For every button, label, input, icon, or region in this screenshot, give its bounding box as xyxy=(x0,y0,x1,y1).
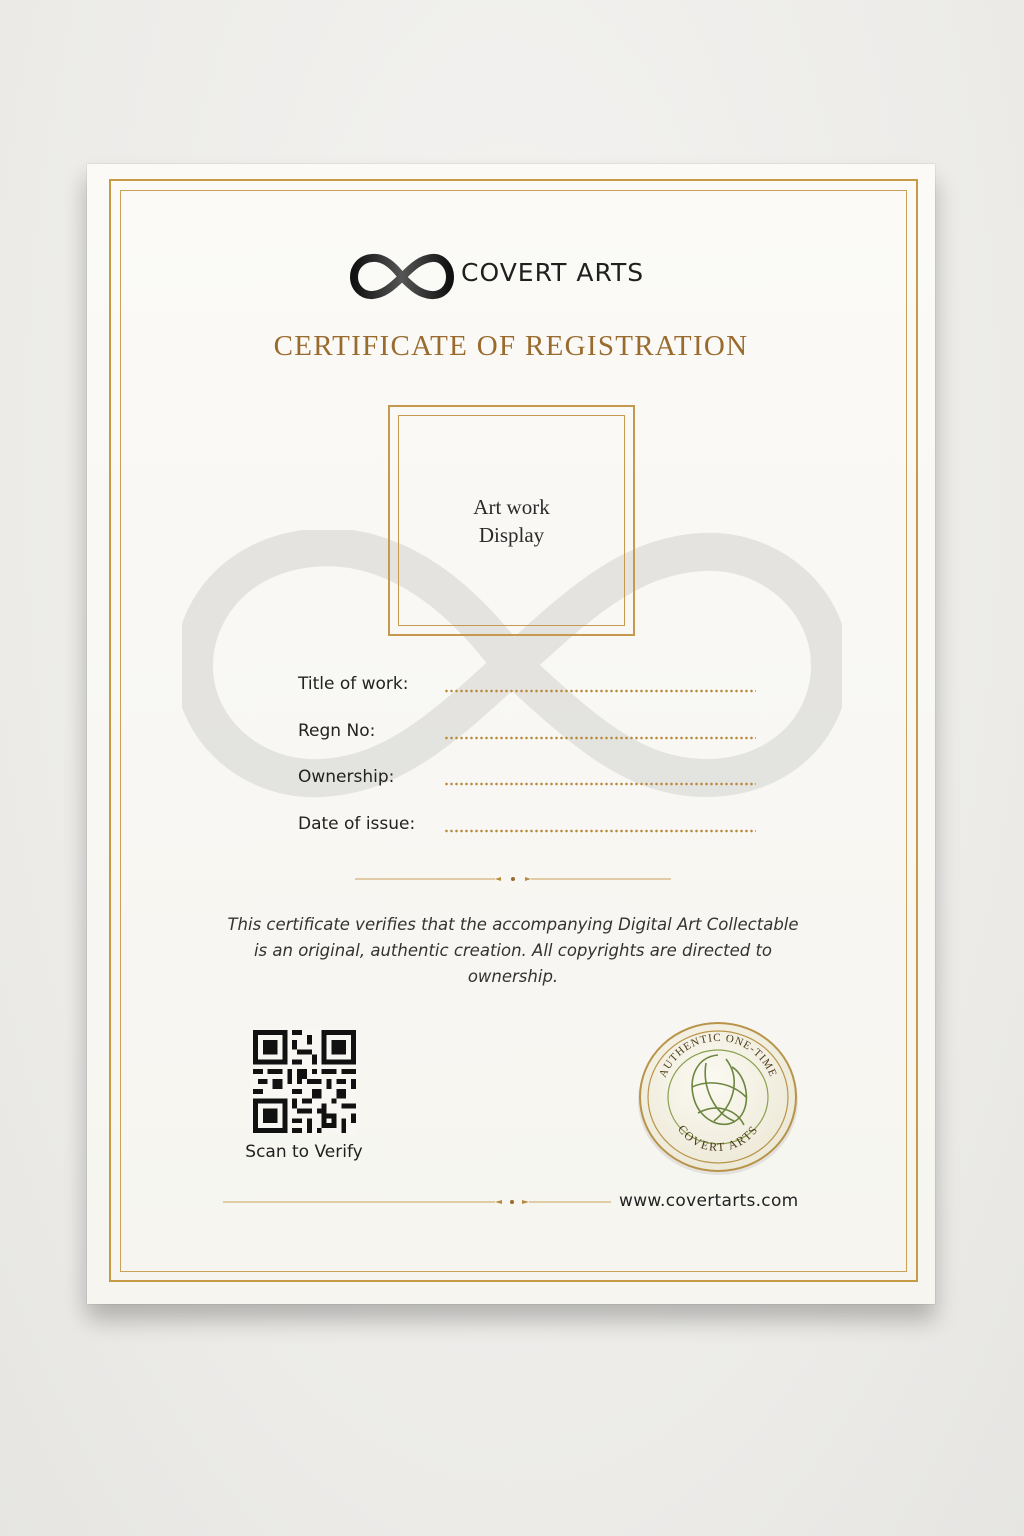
statement-line2: is an original, authentic creation. All copyrights are directed to xyxy=(253,941,773,960)
statement-line1: This certificate verifies that the accompanying Digital Art Collectable xyxy=(227,915,799,934)
seal-bottom-text: COVERT ARTS xyxy=(675,1122,761,1155)
ornament-divider xyxy=(355,872,671,886)
website-url: www.covertarts.com xyxy=(619,1191,799,1211)
field-label: Regn No: xyxy=(298,721,376,741)
brand-name: COVERT ARTS xyxy=(461,258,645,287)
certificate-paper xyxy=(87,164,935,1304)
verification-statement xyxy=(207,912,819,990)
artwork-placeholder-line1: Art work xyxy=(473,495,550,519)
field-dotted-line xyxy=(444,736,756,740)
field-date-of-issue xyxy=(298,814,758,844)
qr-code-icon xyxy=(251,1030,358,1133)
infinity-icon xyxy=(349,252,455,302)
artwork-placeholder-line2: Display xyxy=(478,523,545,547)
qr-caption: Scan to Verify xyxy=(245,1142,363,1162)
field-ownership xyxy=(298,767,758,797)
field-dotted-line xyxy=(444,782,756,786)
field-label: Ownership: xyxy=(298,767,395,787)
ornament-divider xyxy=(223,1195,611,1209)
brand-logo xyxy=(349,248,689,304)
field-title-of-work xyxy=(298,674,758,704)
field-label: Date of issue: xyxy=(298,814,416,834)
statement-line3: ownership. xyxy=(467,967,559,986)
field-label: Title of work: xyxy=(298,674,409,694)
certificate-title: CERTIFICATE OF REGISTRATION xyxy=(273,330,749,362)
seal-top-text: AUTHENTIC ONE-TIME xyxy=(656,1031,780,1080)
authenticity-seal-icon xyxy=(636,1017,800,1177)
field-dotted-line xyxy=(444,689,756,693)
field-dotted-line xyxy=(444,829,756,833)
artwork-frame xyxy=(388,405,635,636)
artwork-placeholder-label xyxy=(390,493,633,549)
field-regn-no xyxy=(298,721,758,751)
